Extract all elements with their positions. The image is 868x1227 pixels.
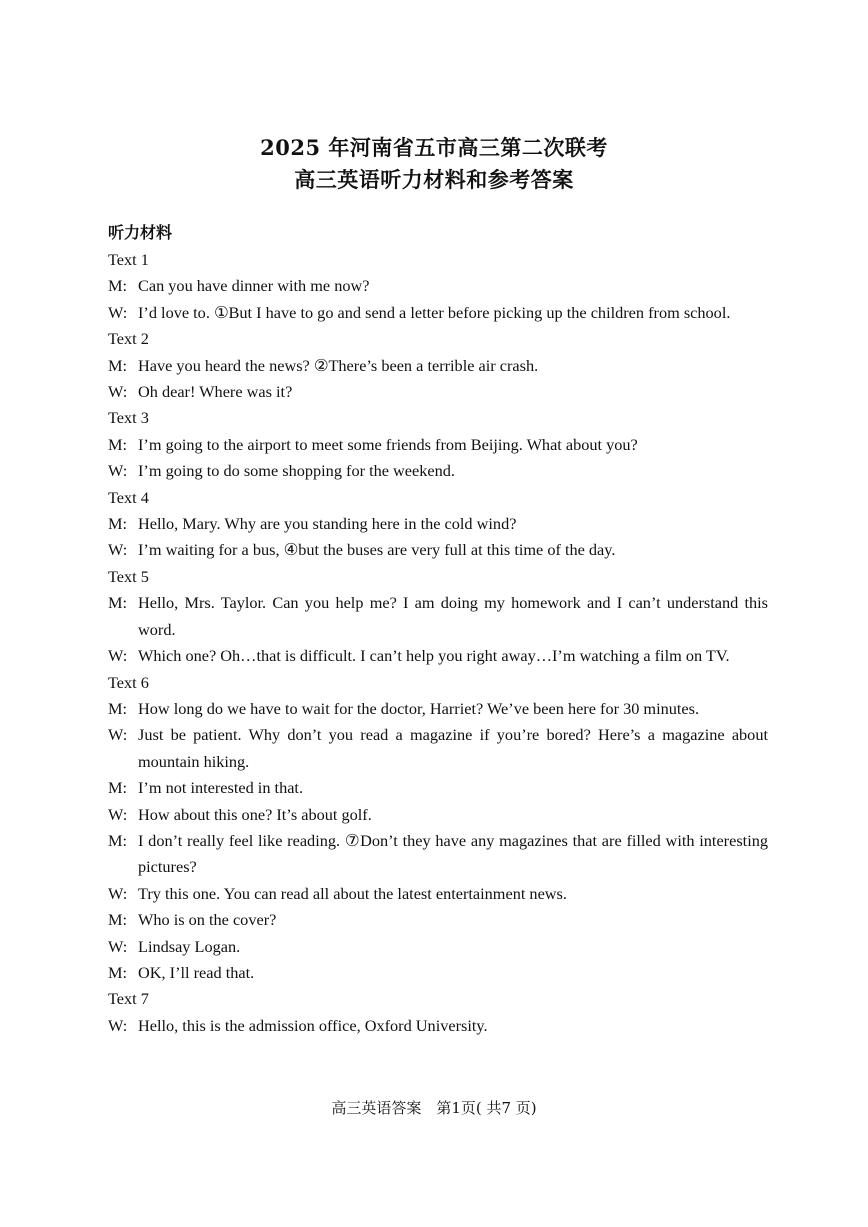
- speaker-label: M:: [108, 698, 128, 718]
- utterance-text: How long do we have to wait for the doctor, Harriet? We’ve been here for 30 minutes.: [138, 698, 700, 718]
- dialogue-line: [108, 273, 768, 299]
- dialogue-line: [108, 537, 768, 563]
- speaker-label: W:: [108, 461, 128, 481]
- utterance-text: Hello, Mrs. Taylor. Can you help me? I am doing my homework and I can’t understand this word.: [138, 593, 768, 639]
- speaker-label: M:: [108, 276, 128, 296]
- speaker-label: W:: [108, 804, 128, 824]
- dialogue-line: [108, 696, 768, 722]
- utterance-text: I’d love to. ①But I have to go and send a letter before picking up the children from school.: [138, 302, 731, 322]
- dialogue-line: [108, 960, 768, 986]
- utterance-text: Hello, this is the admission office, Oxford University.: [138, 1015, 488, 1035]
- dialogue-line: [108, 802, 768, 828]
- text-heading: Text 2: [108, 329, 149, 349]
- speaker-label: M:: [108, 514, 128, 534]
- utterance-text: OK, I’ll read that.: [138, 962, 255, 982]
- utterance-text: Just be patient. Why don’t you read a magazine if you’re bored? Here’s a magazine about mountain hiking.: [138, 725, 768, 771]
- dialogue-line: [108, 775, 768, 801]
- text-heading: Text 6: [108, 672, 149, 692]
- text-heading: Text 3: [108, 408, 149, 428]
- dialogue-line: [108, 828, 768, 881]
- dialogue-line: [108, 432, 768, 458]
- utterance-text: Lindsay Logan.: [138, 936, 241, 956]
- listening-transcript: [108, 247, 768, 1039]
- utterance-text: Have you heard the news? ②There’s been a terrible air crash.: [138, 355, 539, 375]
- speaker-label: W:: [108, 302, 128, 322]
- text-heading: Text 7: [108, 989, 149, 1009]
- utterance-text: I’m going to do some shopping for the weekend.: [138, 461, 455, 481]
- dialogue-line: [108, 643, 768, 669]
- section-heading: 听力材料: [108, 223, 173, 242]
- speaker-label: W:: [108, 725, 128, 745]
- dialogue-line: [108, 511, 768, 537]
- text-heading: Text 4: [108, 487, 149, 507]
- utterance-text: I’m not interested in that.: [138, 778, 304, 798]
- text-heading: Text 5: [108, 566, 149, 586]
- dialogue-line: [108, 590, 768, 643]
- speaker-label: M:: [108, 593, 128, 613]
- utterance-text: I’m going to the airport to meet some friends from Beijing. What about you?: [138, 434, 638, 454]
- utterance-text: Try this one. You can read all about the latest entertainment news.: [138, 883, 567, 903]
- utterance-text: I don’t really feel like reading. ⑦Don’t they have any magazines that are filled with interesting pictures?: [138, 830, 768, 877]
- utterance-text: Oh dear! Where was it?: [138, 382, 293, 402]
- dialogue-line: [108, 353, 768, 379]
- speaker-label: W:: [108, 382, 128, 402]
- speaker-label: M:: [108, 910, 128, 930]
- utterance-text: Which one? Oh…that is difficult. I can’t help you right away…I’m watching a film on TV.: [138, 646, 730, 666]
- utterance-text: I’m waiting for a bus, ④but the buses are very full at this time of the day.: [138, 540, 616, 560]
- speaker-label: M:: [108, 778, 128, 798]
- utterance-text: How about this one? It’s about golf.: [138, 804, 372, 824]
- dialogue-line: [108, 722, 768, 775]
- utterance-text: Hello, Mary. Why are you standing here in the cold wind?: [138, 514, 517, 534]
- document-title-line-1: 2025 年河南省五市高三第二次联考: [260, 135, 608, 160]
- dialogue-line: [108, 881, 768, 907]
- speaker-label: W:: [108, 936, 128, 956]
- speaker-label: M:: [108, 962, 128, 982]
- speaker-label: W:: [108, 1015, 128, 1035]
- speaker-label: M:: [108, 434, 128, 454]
- speaker-label: M:: [108, 355, 128, 375]
- dialogue-line: [108, 458, 768, 484]
- speaker-label: W:: [108, 646, 128, 666]
- dialogue-line: [108, 907, 768, 933]
- dialogue-line: [108, 1013, 768, 1039]
- utterance-text: Can you have dinner with me now?: [138, 276, 370, 296]
- document-title-line-2: 高三英语听力材料和参考答案: [294, 167, 574, 192]
- dialogue-line: [108, 300, 768, 326]
- dialogue-line: [108, 379, 768, 405]
- page-footer: 高三英语答案 第1页( 共7 页): [331, 1099, 537, 1117]
- speaker-label: W:: [108, 883, 128, 903]
- dialogue-line: [108, 934, 768, 960]
- text-heading: Text 1: [108, 250, 149, 269]
- speaker-label: M:: [108, 830, 128, 850]
- utterance-text: Who is on the cover?: [138, 910, 277, 930]
- speaker-label: W:: [108, 540, 128, 560]
